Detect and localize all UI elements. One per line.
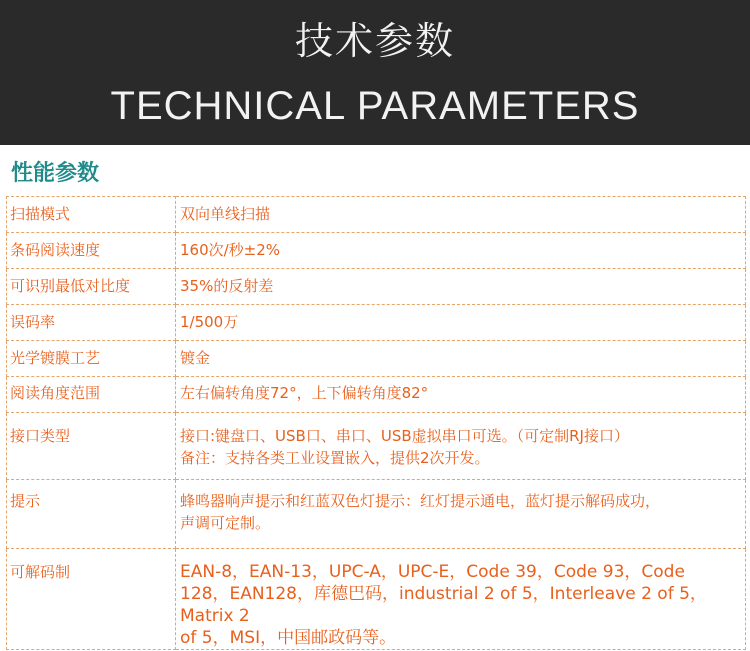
param-value: 蜂鸣器响声提示和红蓝双色灯提示：红灯提示通电，蓝灯提示解码成功， 声调可定制。 (176, 480, 746, 549)
table-row (7, 549, 746, 650)
param-key: 阅读角度范围 (7, 377, 176, 413)
table-row (7, 480, 746, 549)
param-key: 光学镀膜工艺 (7, 341, 176, 377)
param-value: EAN-8，EAN-13，UPC-A，UPC-E，Code 39，Code 93，Code 128，EAN128，库德巴码，industrial 2 of 5，Interleave 2 of 5，Matrix 2 of 5，MSI，中国邮政码等。 (176, 549, 746, 650)
param-key: 提示 (7, 480, 176, 549)
param-value: 双向单线扫描 (176, 197, 746, 233)
param-value: 镀金 (176, 341, 746, 377)
table-row (7, 377, 746, 413)
param-key: 条码阅读速度 (7, 233, 176, 269)
param-value: 35%的反射差 (176, 269, 746, 305)
table-row (7, 269, 746, 305)
param-key: 可解码制 (7, 549, 176, 650)
param-value: 接口:键盘口、USB口、串口、USB虚拟串口可选。（可定制RJ接口） 备注：支持各类工业设置嵌入，提供2次开发。 (176, 413, 746, 480)
param-key: 可识别最低对比度 (7, 269, 176, 305)
table-row (7, 233, 746, 269)
param-key: 扫描模式 (7, 197, 176, 233)
title-chinese: 技术参数 (294, 19, 455, 63)
header-banner (0, 0, 750, 145)
param-key: 接口类型 (7, 413, 176, 480)
param-key: 误码率 (7, 305, 176, 341)
table-row (7, 341, 746, 377)
param-value: 1/500万 (176, 305, 746, 341)
title-english: TECHNICAL PARAMETERS (110, 84, 640, 128)
table-row (7, 197, 746, 233)
param-value: 160次/秒±2% (176, 233, 746, 269)
param-value: 左右偏转角度72°，上下偏转角度82° (176, 377, 746, 413)
table-row (7, 305, 746, 341)
params-table (6, 196, 746, 650)
section-title: 性能参数 (11, 161, 100, 186)
table-row (7, 413, 746, 480)
